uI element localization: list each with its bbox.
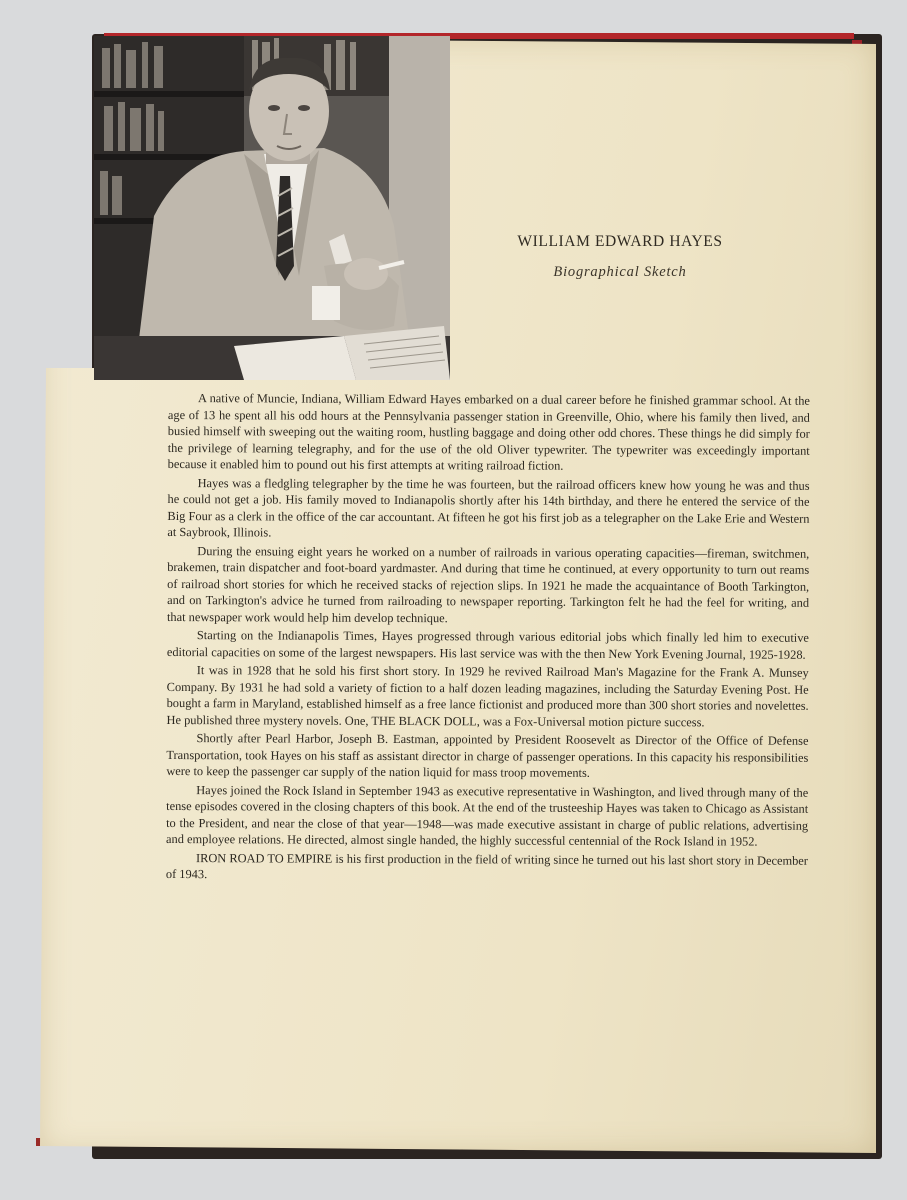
bio-paragraph: IRON ROAD TO EMPIRE is his first production in the field of writing since he turned out his last short story in December of 1943. — [165, 850, 808, 882]
bio-paragraph: Starting on the Indianapolis Times, Hayes progressed through various editorial jobs which finally led him to executive editorial capacities on some of the largest newspapers. His last service was with the then New York Evening Journal, 1925-1928. — [166, 628, 809, 662]
biographical-sketch-subtitle: Biographical Sketch — [553, 264, 687, 280]
bio-paragraph: It was in 1928 that he sold his first short story. In 1929 he revived Railroad Man's Magazine for the Frank A. Munsey Company. By 1931 he had sold a variety of fiction to a half dozen leading magazines, including the Saturday Evening Post. He bought a farm in Maryland, established himself as a free lance fictionist and produced more than 300 short stories and novelettes. He published three mystery novels. One, THE BLACK DOLL, was a Fox-Universal motion picture success. — [166, 663, 809, 729]
bio-paragraph: Hayes was a fledgling telegrapher by the time he was fourteen, but the railroad officers knew how young he was and thus he could not get a job. His family moved to Indianapolis shortly after his 14th birthday, and there he entered the service of the Big Four as a clerk in the office of the car accountant. At fifteen he got his first job as a telegrapher on the Lake Erie and Western at Saybrook, Illinois. — [167, 475, 810, 540]
author-portrait-icon — [94, 36, 450, 380]
biography-text — [166, 390, 810, 885]
author-name-heading: WILLIAM EDWARD HAYES — [517, 233, 723, 250]
bio-paragraph: A native of Muncie, Indiana, William Edward Hayes embarked on a dual career before he finished grammar school. At the age of 13 he spent all his odd hours at the Pennsylvania passenger station in Greenville, Ohio, where his family then lived, and busied himself with sweeping out the waiting room, hustling baggage and doing other odd chores. These things he did simply for the privilege of learning telegraphy, and for the use of the old Oliver typewriter. The typewriter was exceedingly important because it enabled him to pound out his first attempts at writing railroad fiction. — [167, 391, 810, 473]
bio-paragraph: Shortly after Pearl Harbor, Joseph B. Eastman, appointed by President Roosevelt as Director of the Office of Defense Transportation, took Hayes on his staff as assistant director in charge of passenger operations. In this capacity his responsibilities were to keep the passenger car supply of the nation liquid for mass troop movements. — [166, 731, 809, 780]
author-portrait-photo — [94, 36, 450, 380]
bio-paragraph: Hayes joined the Rock Island in September 1943 as executive representative in Washington, and lived through many of the tense episodes covered in the closing chapters of this book. At the end of the trusteeship Hayes was taken to Chicago as Assistant to the President, and near the close of that year—1948—was made executive assistant in charge of public relations, advertising and employee relations. He directed, almost single handed, the highly successful centennial of the Rock Island in 1952. — [166, 782, 809, 849]
bio-paragraph: During the ensuing eight years he worked on a number of railroads in various operating capacities—fireman, switchmen, brakemen, train dispatcher and foot-board yardmaster. And during that time he continued, at every opportunity to turn out reams of railroad short stories for which he received stacks of rejection slips. In 1921 he made the acquaintance of Booth Tarkington, and on Tarkington's advice he turned from railroading to newspaper reporting. Tarkington felt he had the feel for writing, and that newspaper work would help him develop technique. — [166, 543, 810, 625]
